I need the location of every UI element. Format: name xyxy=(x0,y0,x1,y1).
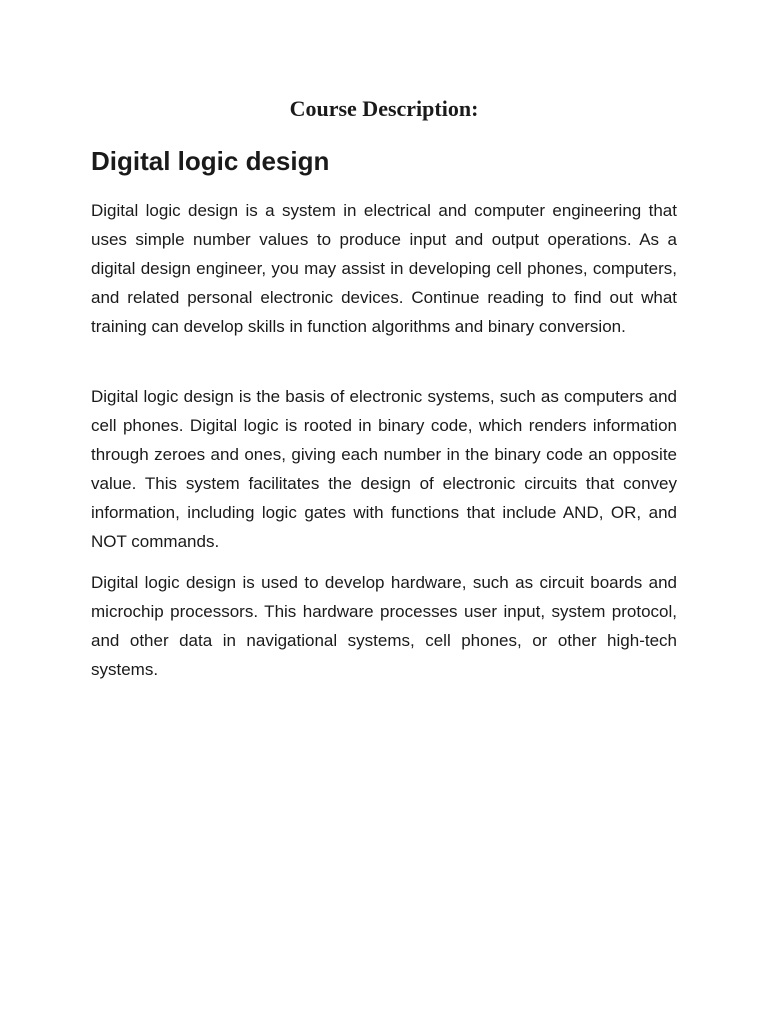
paragraph-3: Digital logic design is used to develop hardware, such as circuit boards and microchip processors. This hardware processes user input, system protocol, and other data in navigational systems, cell phones, or other high-tech systems. xyxy=(91,573,677,679)
section-heading: Digital logic design xyxy=(91,146,330,176)
paragraph-1: Digital logic design is a system in electrical and computer engineering that uses simple number values to produce input and output operations. As a digital design engineer, you may assist in developing cell phones, computers, and related personal electronic devices. Continue reading to find out what training can develop skills in function algorithms and binary conversion. xyxy=(91,201,677,336)
paragraph-2: Digital logic design is the basis of electronic systems, such as computers and cell phones. Digital logic is rooted in binary code, which renders information through zeroes and ones, giving each number in the binary code an opposite value. This system facilitates the design of electronic circuits that convey information, including logic gates with functions that include AND, OR, and NOT commands. xyxy=(91,387,677,551)
page-title: Course Description: xyxy=(289,96,479,121)
